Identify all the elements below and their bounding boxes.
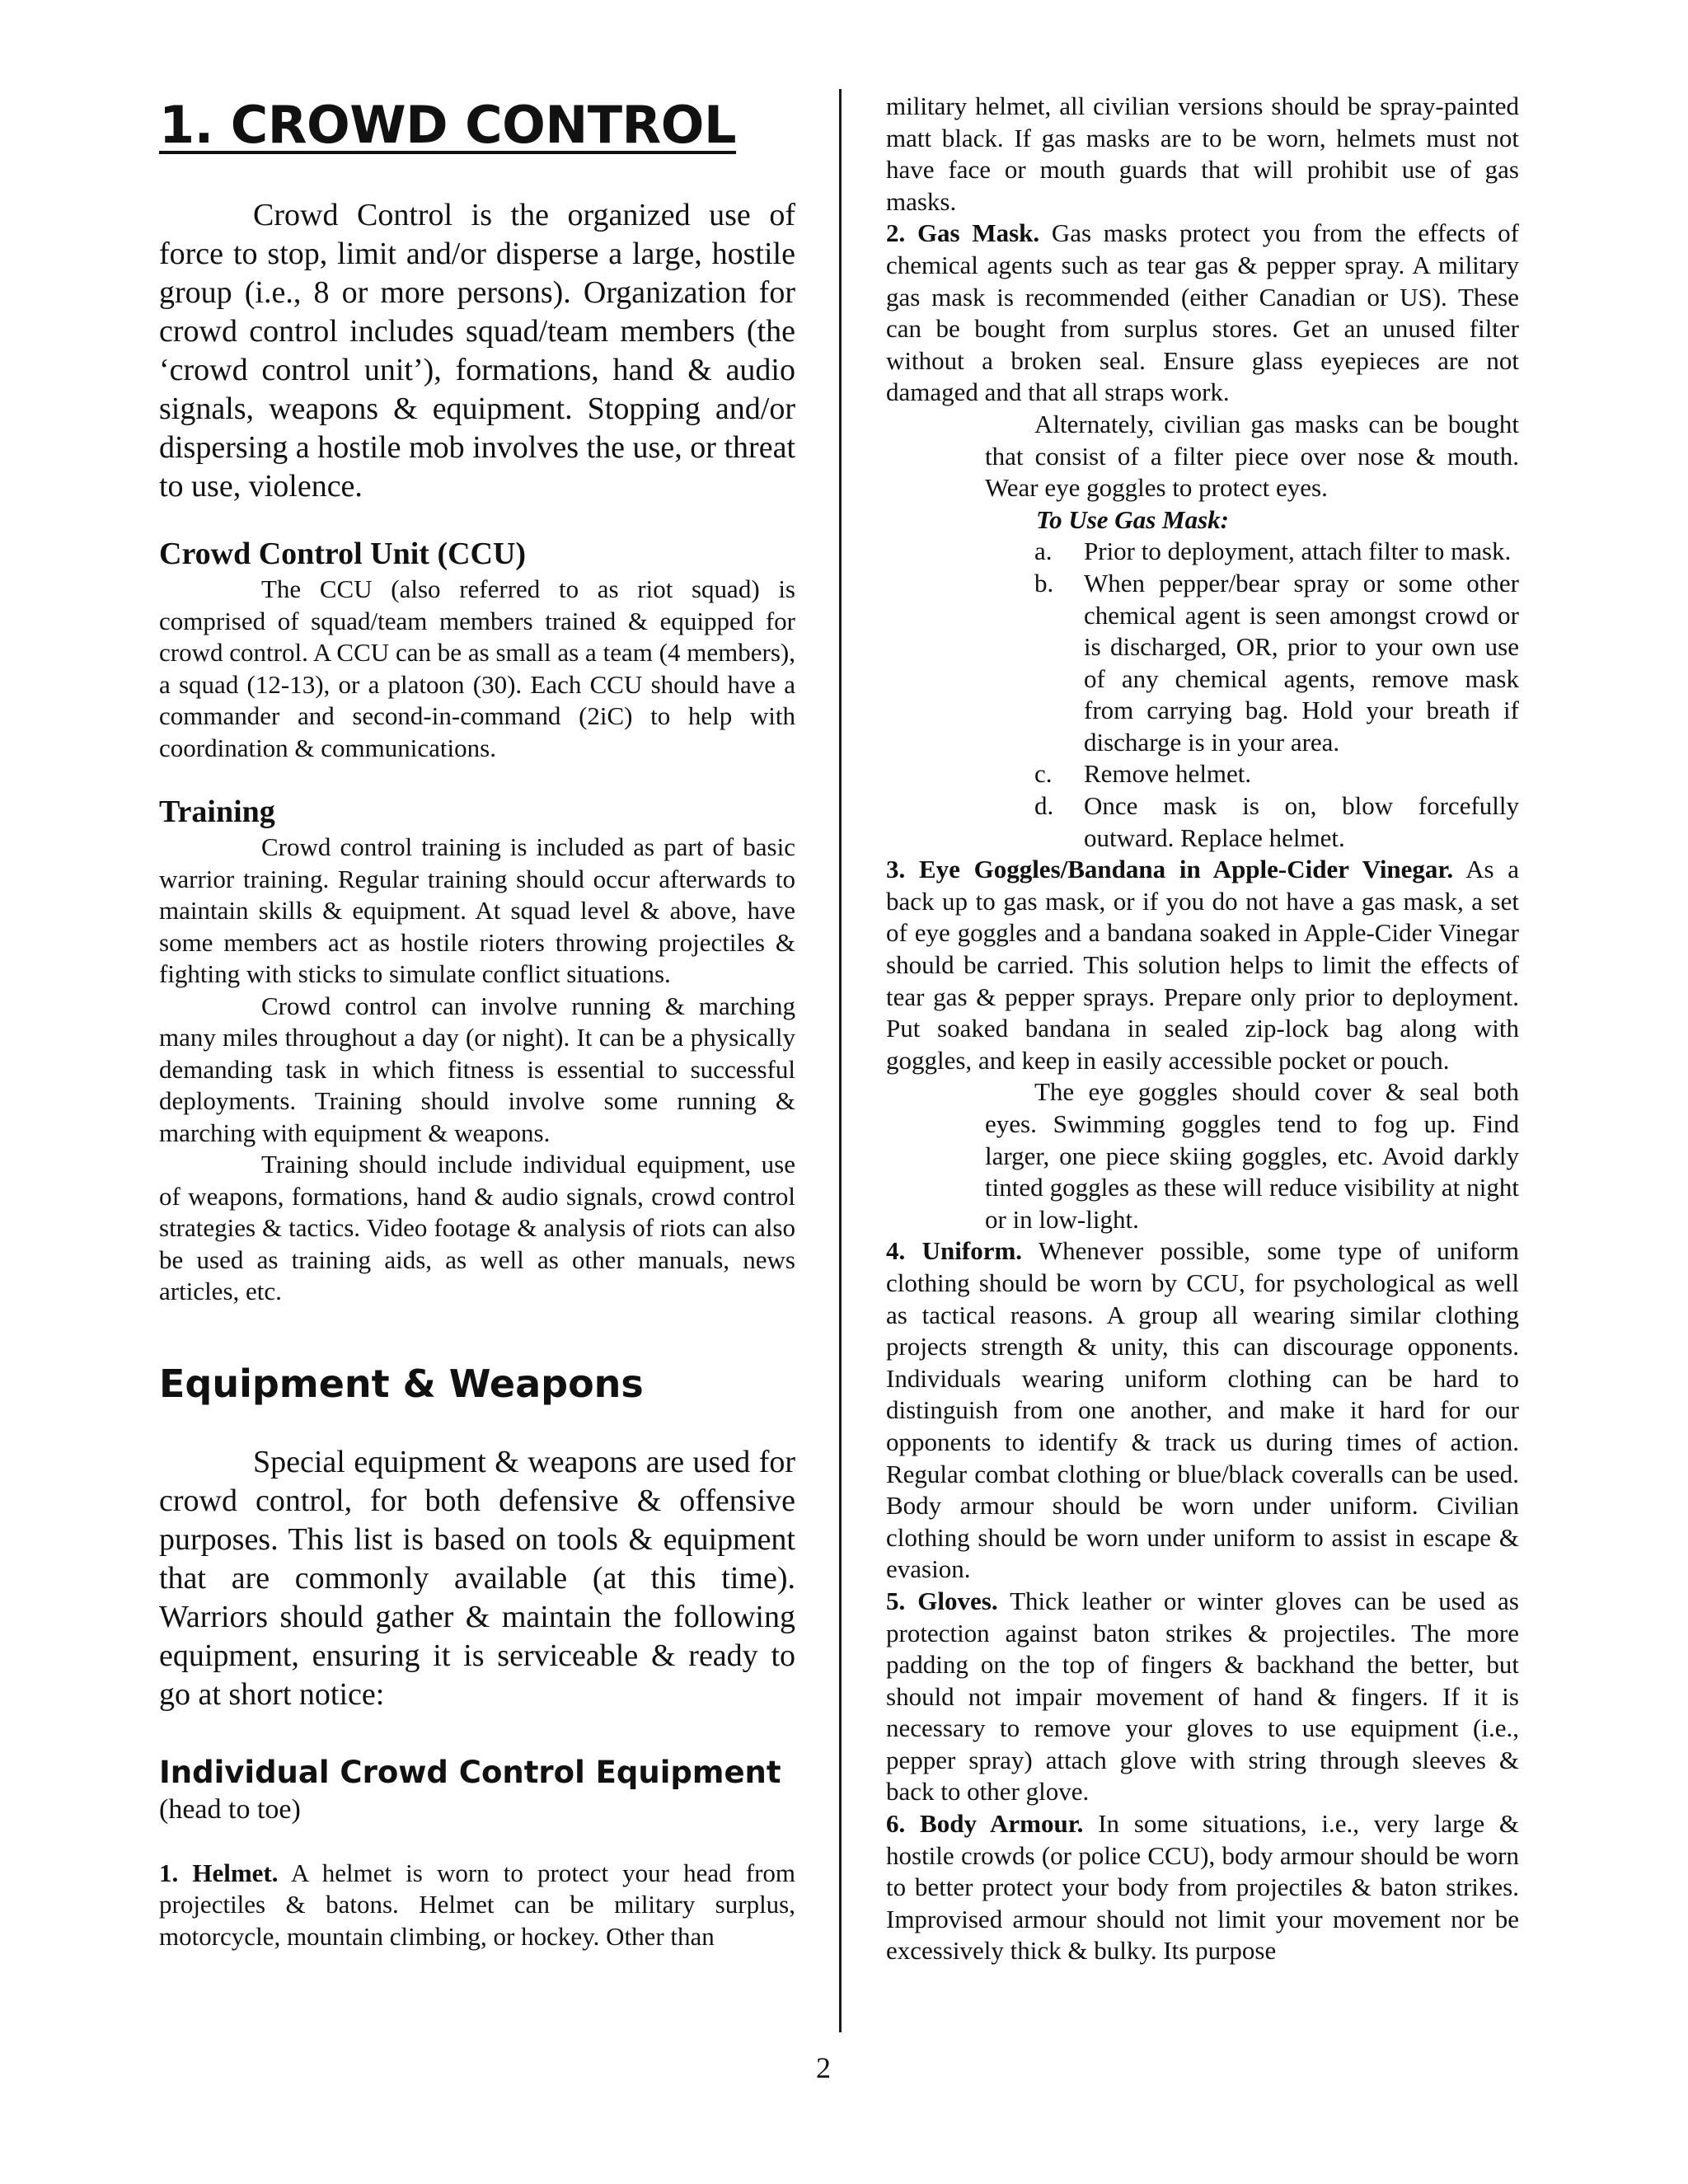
step-text: Once mask is on, blow forcefully outward. Replace helmet. [1084, 791, 1519, 852]
gas-mask-label: 2. Gas Mask. [886, 218, 1040, 248]
page-number: 2 [816, 2051, 831, 2084]
ccu-heading: Crowd Control Unit (CCU) [159, 537, 527, 571]
step-text: Remove helmet. [1084, 759, 1252, 789]
goggles-note: The eye goggles should cover & seal both eyes. Swimming goggles tend to fog up. Find larger, one piece skiing goggles, etc. Avoid darkly tinted goggles as these will reduce visibility at night or in low-light. [985, 1077, 1519, 1234]
step-text: Prior to deployment, attach filter to mask. [1084, 537, 1512, 566]
gas-mask-use-heading: To Use Gas Mask: [1036, 504, 1229, 534]
right-column [886, 91, 1519, 1967]
equipment-heading: Equipment & Weapons [159, 1361, 644, 1406]
helmet-continued: military helmet, all civilian versions should be spray-painted matt black. If gas masks are to be worn, helmets must not have face or mouth guards that will prohibit use of gas masks. [886, 91, 1519, 216]
body-armour-label: 6. Body Armour. [886, 1809, 1084, 1839]
intro-paragraph: Crowd Control is the organized use of force to stop, limit and/or disperse a large, hostile group (i.e., 8 or more persons). Organization for crowd control includes squad/team members (the ‘crowd control unit’), formations, hand & audio signals, weapons & equipment. Stopping and/or dispersing a hostile mob involves the use, or threat to use, violence. [159, 198, 795, 504]
training-heading: Training [159, 794, 275, 829]
body-armour-paragraph [886, 1808, 1519, 1967]
helmet-text: A helmet is worn to protect your head from projectiles & batons. Helmet can be military surplus, motorcycle, mountain climbing, or hockey. Other than [159, 1858, 796, 1951]
gloves-text: Thick leather or winter gloves can be used as protection against baton strikes & projectiles. The more padding on the top of fingers & backhand the better, but should not impair movement of hand & fingers. If it is necessary to remove your gloves to use equipment (i.e., pepper spray) attach glove with string through sleeves & back to other glove. [886, 1586, 1519, 1807]
training-paragraph: Crowd control training is included as part of basic warrior training. Regular training should occur afterwards to maintain skills & equipment. At squad level & above, have some members act as hostile rioters throwing projectiles & fighting with sticks to simulate conflict situations. [159, 832, 795, 988]
step-marker: a. [1034, 537, 1053, 566]
page-title: 1. CROWD CONTROL [159, 95, 737, 155]
gloves-label: 5. Gloves. [886, 1586, 998, 1615]
step-marker: d. [1034, 791, 1054, 821]
step-text: When pepper/bear spray or some other chemical agent is seen amongst crowd or is discharged, OR, prior to your own use of any chemical agents, remove mask from carrying bag. Hold your breath if discharge is in your area. [1084, 568, 1519, 757]
gloves-paragraph [886, 1586, 1519, 1808]
step-marker: b. [1034, 568, 1054, 598]
equipment-paragraph: Special equipment & weapons are used for crowd control, for both defensive & offensive purposes. This list is based on tools & equipment that are commonly available (at this time). Warriors should gather & maintain the following equipment, ensuring it is serviceable & ready to go at short notice: [159, 1444, 795, 1712]
column-divider [839, 89, 842, 2032]
individual-equipment-heading: Individual Crowd Control Equipment [159, 1754, 781, 1790]
gas-mask-steps [886, 536, 1519, 854]
list-item [886, 536, 1519, 568]
ccu-paragraph: The CCU (also referred to as riot squad) is comprised of squad/team members trained & equipped for crowd control. A CCU can be as small as a team (4 members), a squad (12-13), or a platoon (30). Each CCU should have a commander and second-in-command (2iC) to help with coordination & communications. [159, 574, 795, 762]
list-item [886, 758, 1519, 790]
left-column [159, 92, 795, 1952]
list-item [886, 568, 1519, 759]
goggles-label: 3. Eye Goggles/Bandana in Apple-Cider Vinegar. [886, 855, 1454, 884]
individual-equipment-subheading: (head to toe) [159, 1793, 301, 1825]
uniform-label: 4. Uniform. [886, 1236, 1023, 1266]
uniform-paragraph [886, 1235, 1519, 1586]
list-item [886, 790, 1519, 854]
step-marker: c. [1034, 759, 1053, 789]
helmet-paragraph [159, 1858, 795, 1953]
goggles-paragraph [886, 854, 1519, 1076]
uniform-text: Whenever possible, some type of uniform clothing should be worn by CCU, for psychological as well as tactical reasons. A group all wearing similar clothing projects strength & unity, this can discourage opponents. Individuals wearing uniform clothing can be hard to distinguish from one another, and make it hard for our opponents to identify & track us during times of action. Regular combat clothing or blue/black coveralls can be used. Body armour should be worn under uniform. Civilian clothing should be worn under uniform to assist in escape & evasion. [886, 1236, 1519, 1584]
goggles-text: As a back up to gas mask, or if you do not have a gas mask, a set of eye goggles and a bandana soaked in Apple-Cider Vinegar should be carried. This solution helps to limit the effects of tear gas & pepper sprays. Prepare only prior to deployment. Put soaked bandana in sealed zip-lock bag along with goggles, and keep in easily accessible pocket or pouch. [886, 855, 1520, 1075]
helmet-label: 1. Helmet. [159, 1858, 279, 1887]
training-paragraph: Crowd control can involve running & marching many miles throughout a day (or night). It can be a physically demanding task in which fitness is essential to successful deployments. Training should involve some running & marching with equipment & weapons. [159, 991, 795, 1147]
gas-mask-paragraph [886, 218, 1519, 409]
gas-mask-text: Gas masks protect you from the effects of chemical agents such as tear gas & pepper spray. A military gas mask is recommended (either Canadian or US). These can be bought from surplus stores. Get an unused filter without a broken seal. Ensure glass eyepieces are not damaged and that all straps work. [886, 218, 1519, 407]
body-armour-text: In some situations, i.e., very large & hostile crowds (or police CCU), body armour should be worn to better protect your body from projectiles & baton strikes. Improvised armour should not limit your movement nor be excessively thick & bulky. Its purpose [886, 1809, 1519, 1966]
training-paragraph: Training should include individual equipment, use of weapons, formations, hand & audio signals, crowd control strategies & tactics. Video footage & analysis of riots can also be used as training aids, as well as other manuals, news articles, etc. [159, 1150, 795, 1305]
gas-mask-alternate: Alternately, civilian gas masks can be bought that consist of a filter piece over nose & mouth. Wear eye goggles to protect eyes. [985, 409, 1519, 503]
